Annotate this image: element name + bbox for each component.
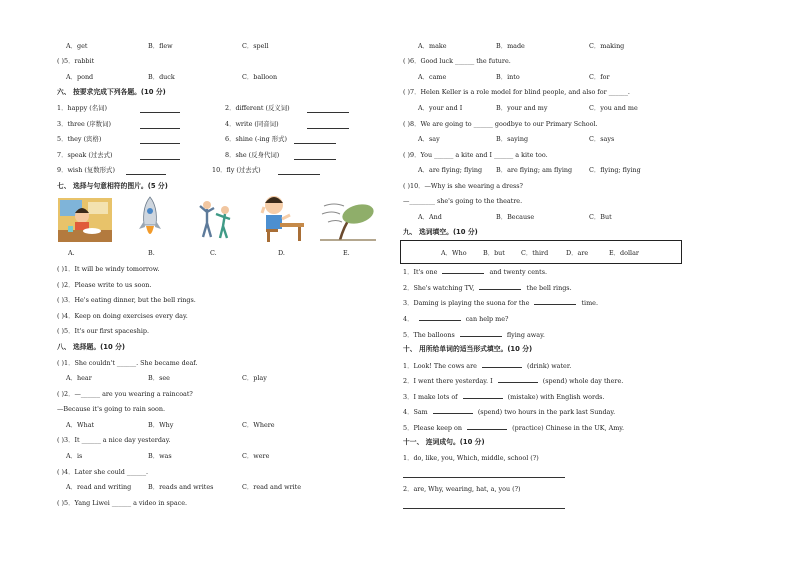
- question-reply: —Because it's going to rain soon.: [57, 405, 165, 413]
- sec7-item: ( )2．Please write to us soon.: [57, 281, 152, 289]
- question: ( )2．—______ are you wearing a raincoat?: [57, 390, 193, 398]
- option-a: A．your and I: [418, 104, 463, 112]
- answer-blank[interactable]: [479, 283, 521, 290]
- sec6-item: 5．they (宾格): [57, 135, 102, 143]
- option-a: A．make: [418, 42, 447, 50]
- option-c: C．were: [242, 452, 270, 460]
- answer-blank[interactable]: [467, 423, 507, 430]
- section-7-title: 七、 选择与句意相符的图片。(5 分): [57, 182, 168, 190]
- picture-b-rocket: [138, 195, 162, 243]
- picture-d-writing: [258, 193, 304, 243]
- option-c: C．for: [589, 73, 610, 81]
- answer-blank[interactable]: [460, 330, 502, 337]
- word-option: A．Who: [441, 249, 467, 257]
- question: ( )7．Helen Keller is a role model for blind people, and also for ______.: [403, 88, 630, 96]
- picture-label: A.: [68, 249, 75, 257]
- question: ( )8．We are going to ______ goodbye to our Primary School.: [403, 120, 598, 128]
- option-c: C．flying; flying: [589, 166, 641, 174]
- option-a: A．get: [66, 42, 88, 50]
- option-c: C．says: [589, 135, 615, 143]
- option-b: B．Why: [148, 421, 174, 429]
- question-reply: —________ she's going to the theatre.: [403, 197, 523, 205]
- option-a: A．hear: [66, 374, 92, 382]
- question-rabbit: ( )5．rabbit: [57, 57, 95, 65]
- question: ( )4．Later she could ______.: [57, 468, 149, 476]
- option-b: B．are flying; am flying: [496, 166, 573, 174]
- option-b: B．Because: [496, 213, 535, 221]
- picture-label: C.: [210, 249, 217, 257]
- answer-line[interactable]: [126, 174, 166, 175]
- option-c: C．you and me: [589, 104, 638, 112]
- sec6-item: 3．three (序数词): [57, 120, 111, 128]
- word-option: B．but: [483, 249, 505, 257]
- option-b: B．into: [496, 73, 520, 81]
- section-11-title: 十一、 连词成句。(10 分): [403, 438, 485, 446]
- answer-line[interactable]: [403, 508, 565, 509]
- picture-e-windy-tree: [320, 196, 376, 242]
- sec10-item: 3．I make lots of (mistake) with English words.: [403, 393, 605, 401]
- option-c: C．balloon: [242, 73, 278, 81]
- option-b: B．flew: [148, 42, 173, 50]
- sec6-item: 4．write (同音词): [225, 120, 279, 128]
- option-c: C．read and write: [242, 483, 302, 491]
- sec10-item: 1．Look! The cows are (drink) water.: [403, 362, 572, 370]
- sec9-item: 3．Daming is playing the suona for the time.: [403, 299, 598, 307]
- option-c: C．spell: [242, 42, 269, 50]
- question: ( )5．Yang Liwei ______ a video in space.: [57, 499, 188, 507]
- picture-a-eating: [58, 198, 112, 242]
- option-a: A．are flying; flying: [418, 166, 483, 174]
- answer-line[interactable]: [307, 112, 349, 113]
- option-a: A．pond: [66, 73, 94, 81]
- sec6-item: 7．speak (过去式): [57, 151, 113, 159]
- option-c: C．making: [589, 42, 625, 50]
- sec6-item: 10．fly (过去式): [212, 166, 261, 174]
- section-6-title: 六、 按要求完成下列各题。(10 分): [57, 88, 166, 96]
- picture-c-exercise: [198, 198, 234, 242]
- picture-label: E.: [343, 249, 350, 257]
- sec9-item: 4． can help me?: [403, 315, 509, 323]
- sec6-item: 9．wish (复数形式): [57, 166, 115, 174]
- answer-line[interactable]: [294, 159, 336, 160]
- option-a: A．And: [418, 213, 442, 221]
- sec6-item: 8．she (反身代词): [225, 151, 280, 159]
- section-10-title: 十、 用所给单词的适当形式填空。(10 分): [403, 345, 533, 353]
- answer-line[interactable]: [403, 477, 565, 478]
- option-a: A．is: [66, 452, 83, 460]
- word-option: D．are: [566, 249, 589, 257]
- option-b: B．saying: [496, 135, 529, 143]
- option-a: A．came: [418, 73, 447, 81]
- option-c: C．Where: [242, 421, 275, 429]
- sec9-item: 1．It's one and twenty cents.: [403, 268, 548, 276]
- section-9-title: 九、 选词填空。(10 分): [403, 228, 478, 236]
- picture-label: D.: [278, 249, 285, 257]
- question: ( )1．She couldn't ______. She became deaf.: [57, 359, 198, 367]
- answer-line[interactable]: [140, 112, 180, 113]
- question: ( )9．You ______ a kite and I ______ a kite too.: [403, 151, 548, 159]
- option-a: A．say: [418, 135, 440, 143]
- option-b: B．duck: [148, 73, 175, 81]
- option-a: A．read and writing: [66, 483, 132, 491]
- answer-blank[interactable]: [442, 267, 484, 274]
- answer-blank[interactable]: [419, 314, 461, 321]
- word-bank-box: [400, 240, 682, 264]
- sec6-item: 2．different (反义词): [225, 104, 290, 112]
- sec7-item: ( )1．It will be windy tomorrow.: [57, 265, 160, 273]
- sec10-item: 2．I went there yesterday. I (spend) whole day there.: [403, 377, 624, 385]
- option-b: B．see: [148, 374, 170, 382]
- sec11-item: 2．are, Why, wearing, hat, a, you (?): [403, 485, 521, 493]
- section-8-title: 八、 选择题。(10 分): [57, 343, 125, 351]
- sec7-item: ( )4．Keep on doing exercises every day.: [57, 312, 188, 320]
- answer-blank[interactable]: [463, 392, 503, 399]
- option-c: C．But: [589, 213, 612, 221]
- option-b: B．made: [496, 42, 525, 50]
- question: ( )10．—Why is she wearing a dress?: [403, 182, 523, 190]
- answer-line[interactable]: [278, 174, 320, 175]
- answer-blank[interactable]: [534, 298, 576, 305]
- sec6-item: 1．happy (名词): [57, 104, 107, 112]
- word-option: C．third: [521, 249, 549, 257]
- option-a: A．What: [66, 421, 95, 429]
- answer-blank[interactable]: [433, 407, 473, 414]
- option-c: C．play: [242, 374, 267, 382]
- sec7-item: ( )3．He's eating dinner, but the bell rings.: [57, 296, 196, 304]
- picture-label: B.: [148, 249, 155, 257]
- sec10-item: 5．Please keep on (practice) Chinese in the UK, Amy.: [403, 424, 625, 432]
- sec9-item: 5．The balloons flying away.: [403, 331, 545, 339]
- option-b: B．was: [148, 452, 172, 460]
- answer-blank[interactable]: [482, 361, 522, 368]
- sec7-item: ( )5．It's our first spaceship.: [57, 327, 149, 335]
- option-b: B．your and my: [496, 104, 548, 112]
- question: ( )6．Good luck ______ the future.: [403, 57, 511, 65]
- sec11-item: 1．do, like, you, Which, middle, school (?): [403, 454, 539, 462]
- sec9-item: 2．She's watching TV, the bell rings.: [403, 284, 572, 292]
- option-b: B．reads and writes: [148, 483, 214, 491]
- word-option: E．dollar: [609, 249, 639, 257]
- answer-line[interactable]: [307, 128, 349, 129]
- answer-line[interactable]: [140, 143, 180, 144]
- answer-line[interactable]: [140, 159, 180, 160]
- sec10-item: 4．Sam (spend) two hours in the park last Sunday.: [403, 408, 616, 416]
- question: ( )3．It ______ a nice day yesterday.: [57, 436, 171, 444]
- answer-line[interactable]: [294, 143, 336, 144]
- sec6-item: 6．shine (-ing 形式): [225, 135, 288, 143]
- answer-line[interactable]: [140, 128, 180, 129]
- answer-blank[interactable]: [498, 376, 538, 383]
